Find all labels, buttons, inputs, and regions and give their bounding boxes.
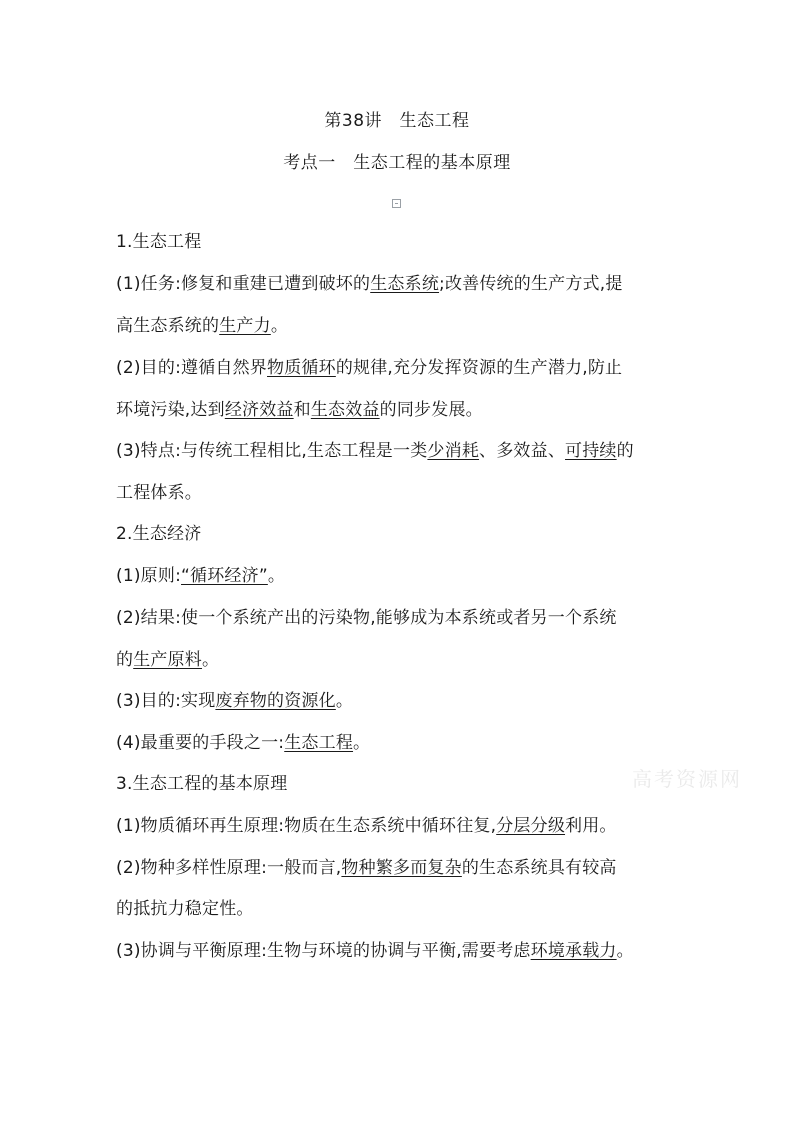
text-line	[116, 941, 634, 961]
text-line	[116, 858, 617, 878]
text-line	[116, 483, 202, 503]
underlined-term: 生态系统	[370, 274, 440, 294]
text-segment: 利用。	[565, 816, 617, 836]
text-segment: 、多效益、	[479, 441, 566, 461]
text-segment: 工程体系。	[116, 483, 202, 503]
text-segment: 1.生态工程	[116, 232, 202, 252]
text-line	[116, 816, 617, 836]
underlined-term: 生产原料	[133, 650, 203, 670]
text-segment: 的规律,充分发挥资源的生产潜力,防止	[335, 358, 623, 378]
text-line	[116, 774, 287, 794]
text-segment: (3)协调与平衡原理:生物与环境的协调与平衡,需要考虑	[116, 941, 531, 961]
text-segment: 3.生态工程的基本原理	[116, 774, 288, 794]
text-segment: 环境污染,达到	[116, 400, 225, 420]
text-segment: 。	[202, 650, 220, 670]
text-segment: 的	[616, 441, 634, 461]
text-segment: (3)目的:实现	[116, 691, 216, 711]
text-line	[116, 316, 288, 336]
text-line	[116, 733, 370, 753]
text-segment: (3)特点:与传统工程相比,生态工程是一类	[116, 441, 428, 461]
text-line	[116, 524, 201, 544]
text-segment: 的抵抗力稳定性。	[116, 899, 254, 919]
text-segment: (2)结果:使一个系统产出的污染物,能够成为本系统或者另一个系统	[116, 608, 617, 628]
lecture-title: 第38讲 生态工程	[324, 111, 470, 131]
text-segment: 。	[353, 733, 371, 753]
text-line	[116, 358, 622, 378]
text-segment: (4)最重要的手段之一:	[116, 733, 285, 753]
text-line	[116, 608, 617, 628]
underlined-term: 废弃物的资源化	[215, 691, 336, 711]
text-segment: 。	[616, 941, 634, 961]
text-segment: 。	[270, 316, 289, 336]
text-segment: (1)物质循环再生原理:物质在生态系统中循环往复,	[116, 816, 497, 836]
text-line	[116, 441, 634, 461]
underlined-term: “循环经济”	[181, 566, 268, 586]
text-segment: 和	[293, 400, 311, 420]
text-segment: (1)原则:	[116, 566, 182, 586]
text-segment: 的生态系统具有较高	[461, 858, 617, 878]
underlined-term: 生态效益	[310, 400, 380, 420]
underlined-term: 物种繁多而复杂	[341, 858, 462, 878]
text-segment: ;改善传统的生产方式,提	[439, 274, 623, 294]
text-segment: (2)目的:遵循自然界	[116, 358, 268, 378]
underlined-term: 分层分级	[496, 816, 566, 836]
text-line	[116, 566, 285, 586]
text-line	[116, 400, 483, 420]
image-placeholder-icon	[392, 199, 401, 208]
text-segment: 。	[267, 566, 286, 586]
underlined-term: 可持续	[565, 441, 617, 461]
text-line	[116, 232, 201, 252]
text-line	[116, 899, 254, 919]
underlined-term: 少消耗	[427, 441, 480, 461]
text-segment: 的同步发展。	[379, 400, 483, 420]
underlined-term: 生态工程	[284, 733, 354, 753]
text-segment: 的	[116, 650, 134, 670]
underlined-term: 环境承载力	[530, 941, 617, 961]
text-segment: 2.生态经济	[116, 524, 202, 544]
watermark: 高考资源网	[632, 767, 742, 791]
text-line	[116, 274, 623, 294]
text-line	[116, 691, 353, 711]
text-segment: 。	[335, 691, 354, 711]
section-title: 考点一 生态工程的基本原理	[283, 153, 511, 173]
text-line	[116, 650, 219, 670]
underlined-term: 生产力	[219, 316, 271, 336]
text-segment: (2)物种多样性原理:一般而言,	[116, 858, 342, 878]
text-segment: (1)任务:修复和重建已遭到破坏的	[116, 274, 371, 294]
underlined-term: 物质循环	[267, 358, 336, 378]
underlined-term: 经济效益	[224, 400, 294, 420]
text-segment: 高生态系统的	[116, 316, 220, 336]
